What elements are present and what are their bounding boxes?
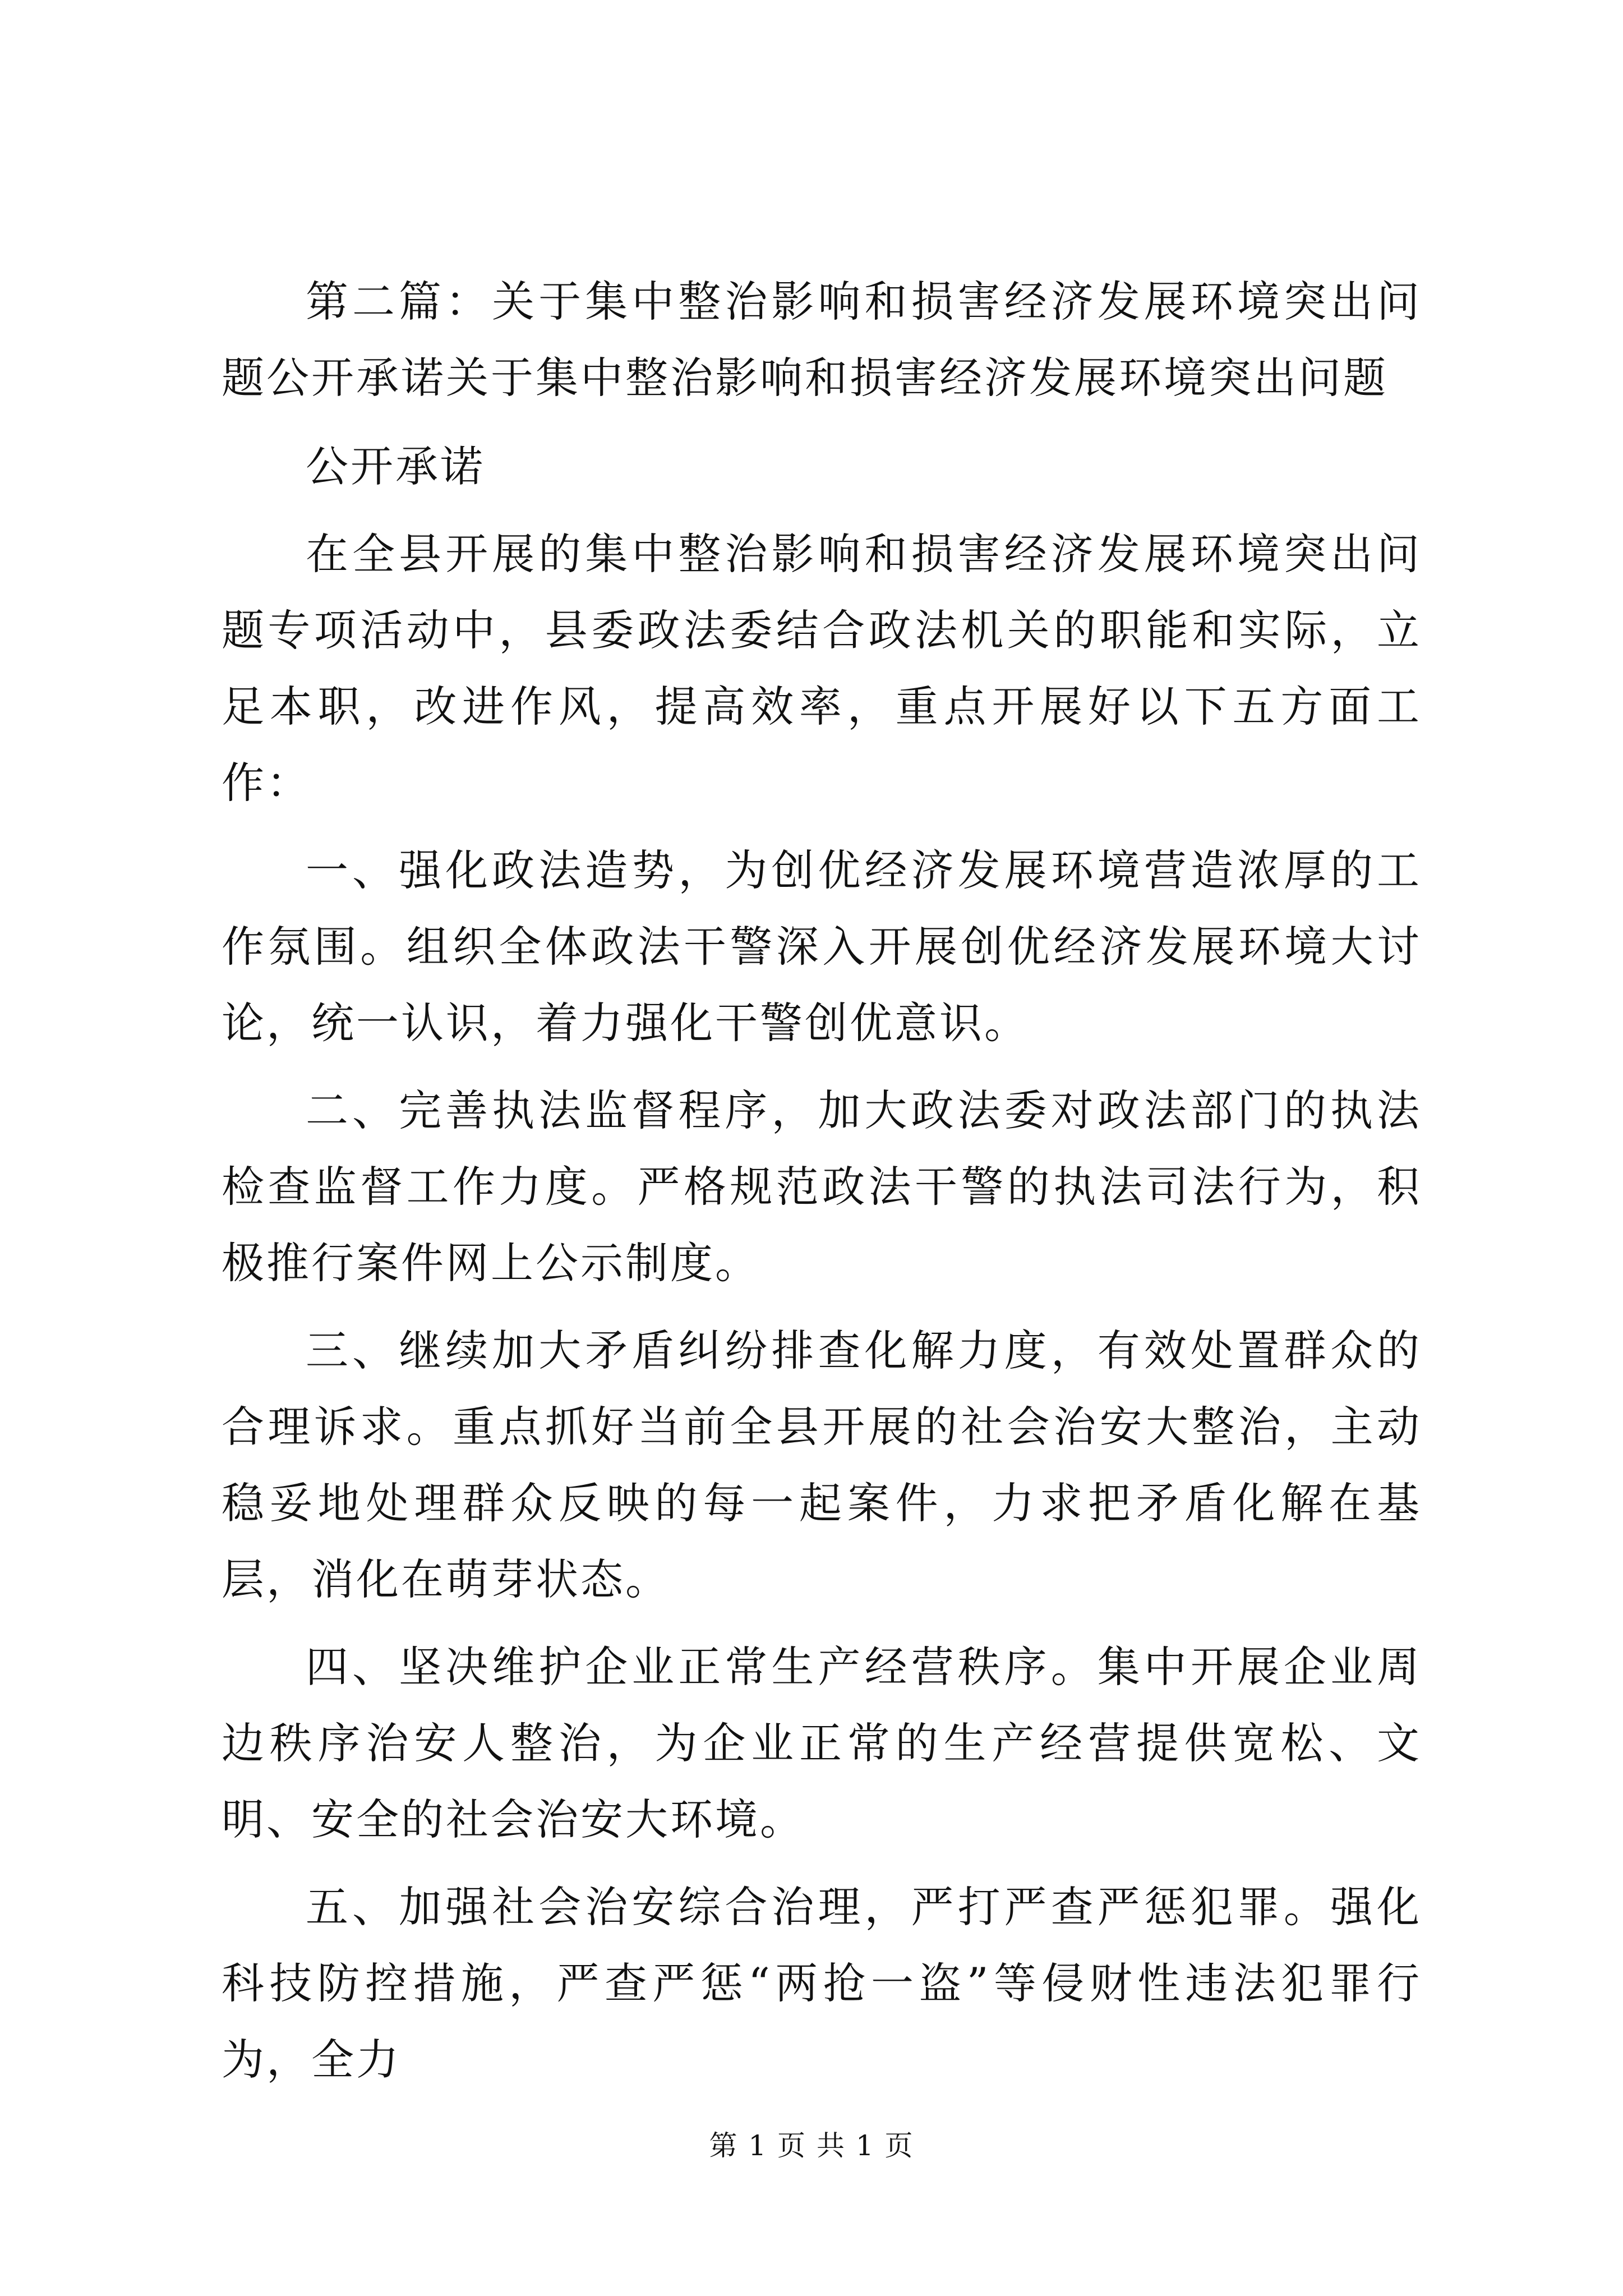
document-title: 第二篇：关于集中整治影响和损害经济发展环境突出问题公开承诺关于集中整治影响和损害经济发展环境突出问题 [222, 277, 1422, 403]
document-body [222, 264, 1422, 2109]
paragraph-item-5: 五、加强社会治安综合治理，严打严查严惩犯罪。强化科技防控措施，严查严惩“两抢一盗”等侵财性违法犯罪行为，全力 [222, 1882, 1422, 2085]
paragraph-item-1: 一、强化政法造势，为创优经济发展环境营造浓厚的工作氛围。组织全体政法干警深入开展创优经济发展环境大讨论，统一认识，着力强化干警创优意识。 [222, 845, 1422, 1048]
paragraph-item-3: 三、继续加大矛盾纠纷排查化解力度，有效处置群众的合理诉求。重点抓好当前全县开展的社会治安大整治，主动稳妥地处理群众反映的每一起案件，力求把矛盾化解在基层，消化在萌芽状态。 [222, 1326, 1422, 1604]
document-subtitle: 公开承诺 [306, 441, 485, 491]
paragraph-item-2: 二、完善执法监督程序，加大政法委对政法部门的执法检查监督工作力度。严格规范政法干警的执法司法行为，积极推行案件网上公示制度。 [222, 1085, 1422, 1288]
paragraph-item-4: 四、坚决维护企业正常生产经营秩序。集中开展企业周边秩序治安人整治，为企业正常的生产经营提供宽松、文明、安全的社会治安大环境。 [222, 1642, 1422, 1844]
page-number: 第 1 页 共 1 页 [709, 2129, 914, 2162]
paragraph-intro: 在全县开展的集中整治影响和损害经济发展环境突出问题专项活动中，县委政法委结合政法机关的职能和实际，立足本职，改进作风，提高效率，重点开展好以下五方面工作： [222, 529, 1422, 808]
